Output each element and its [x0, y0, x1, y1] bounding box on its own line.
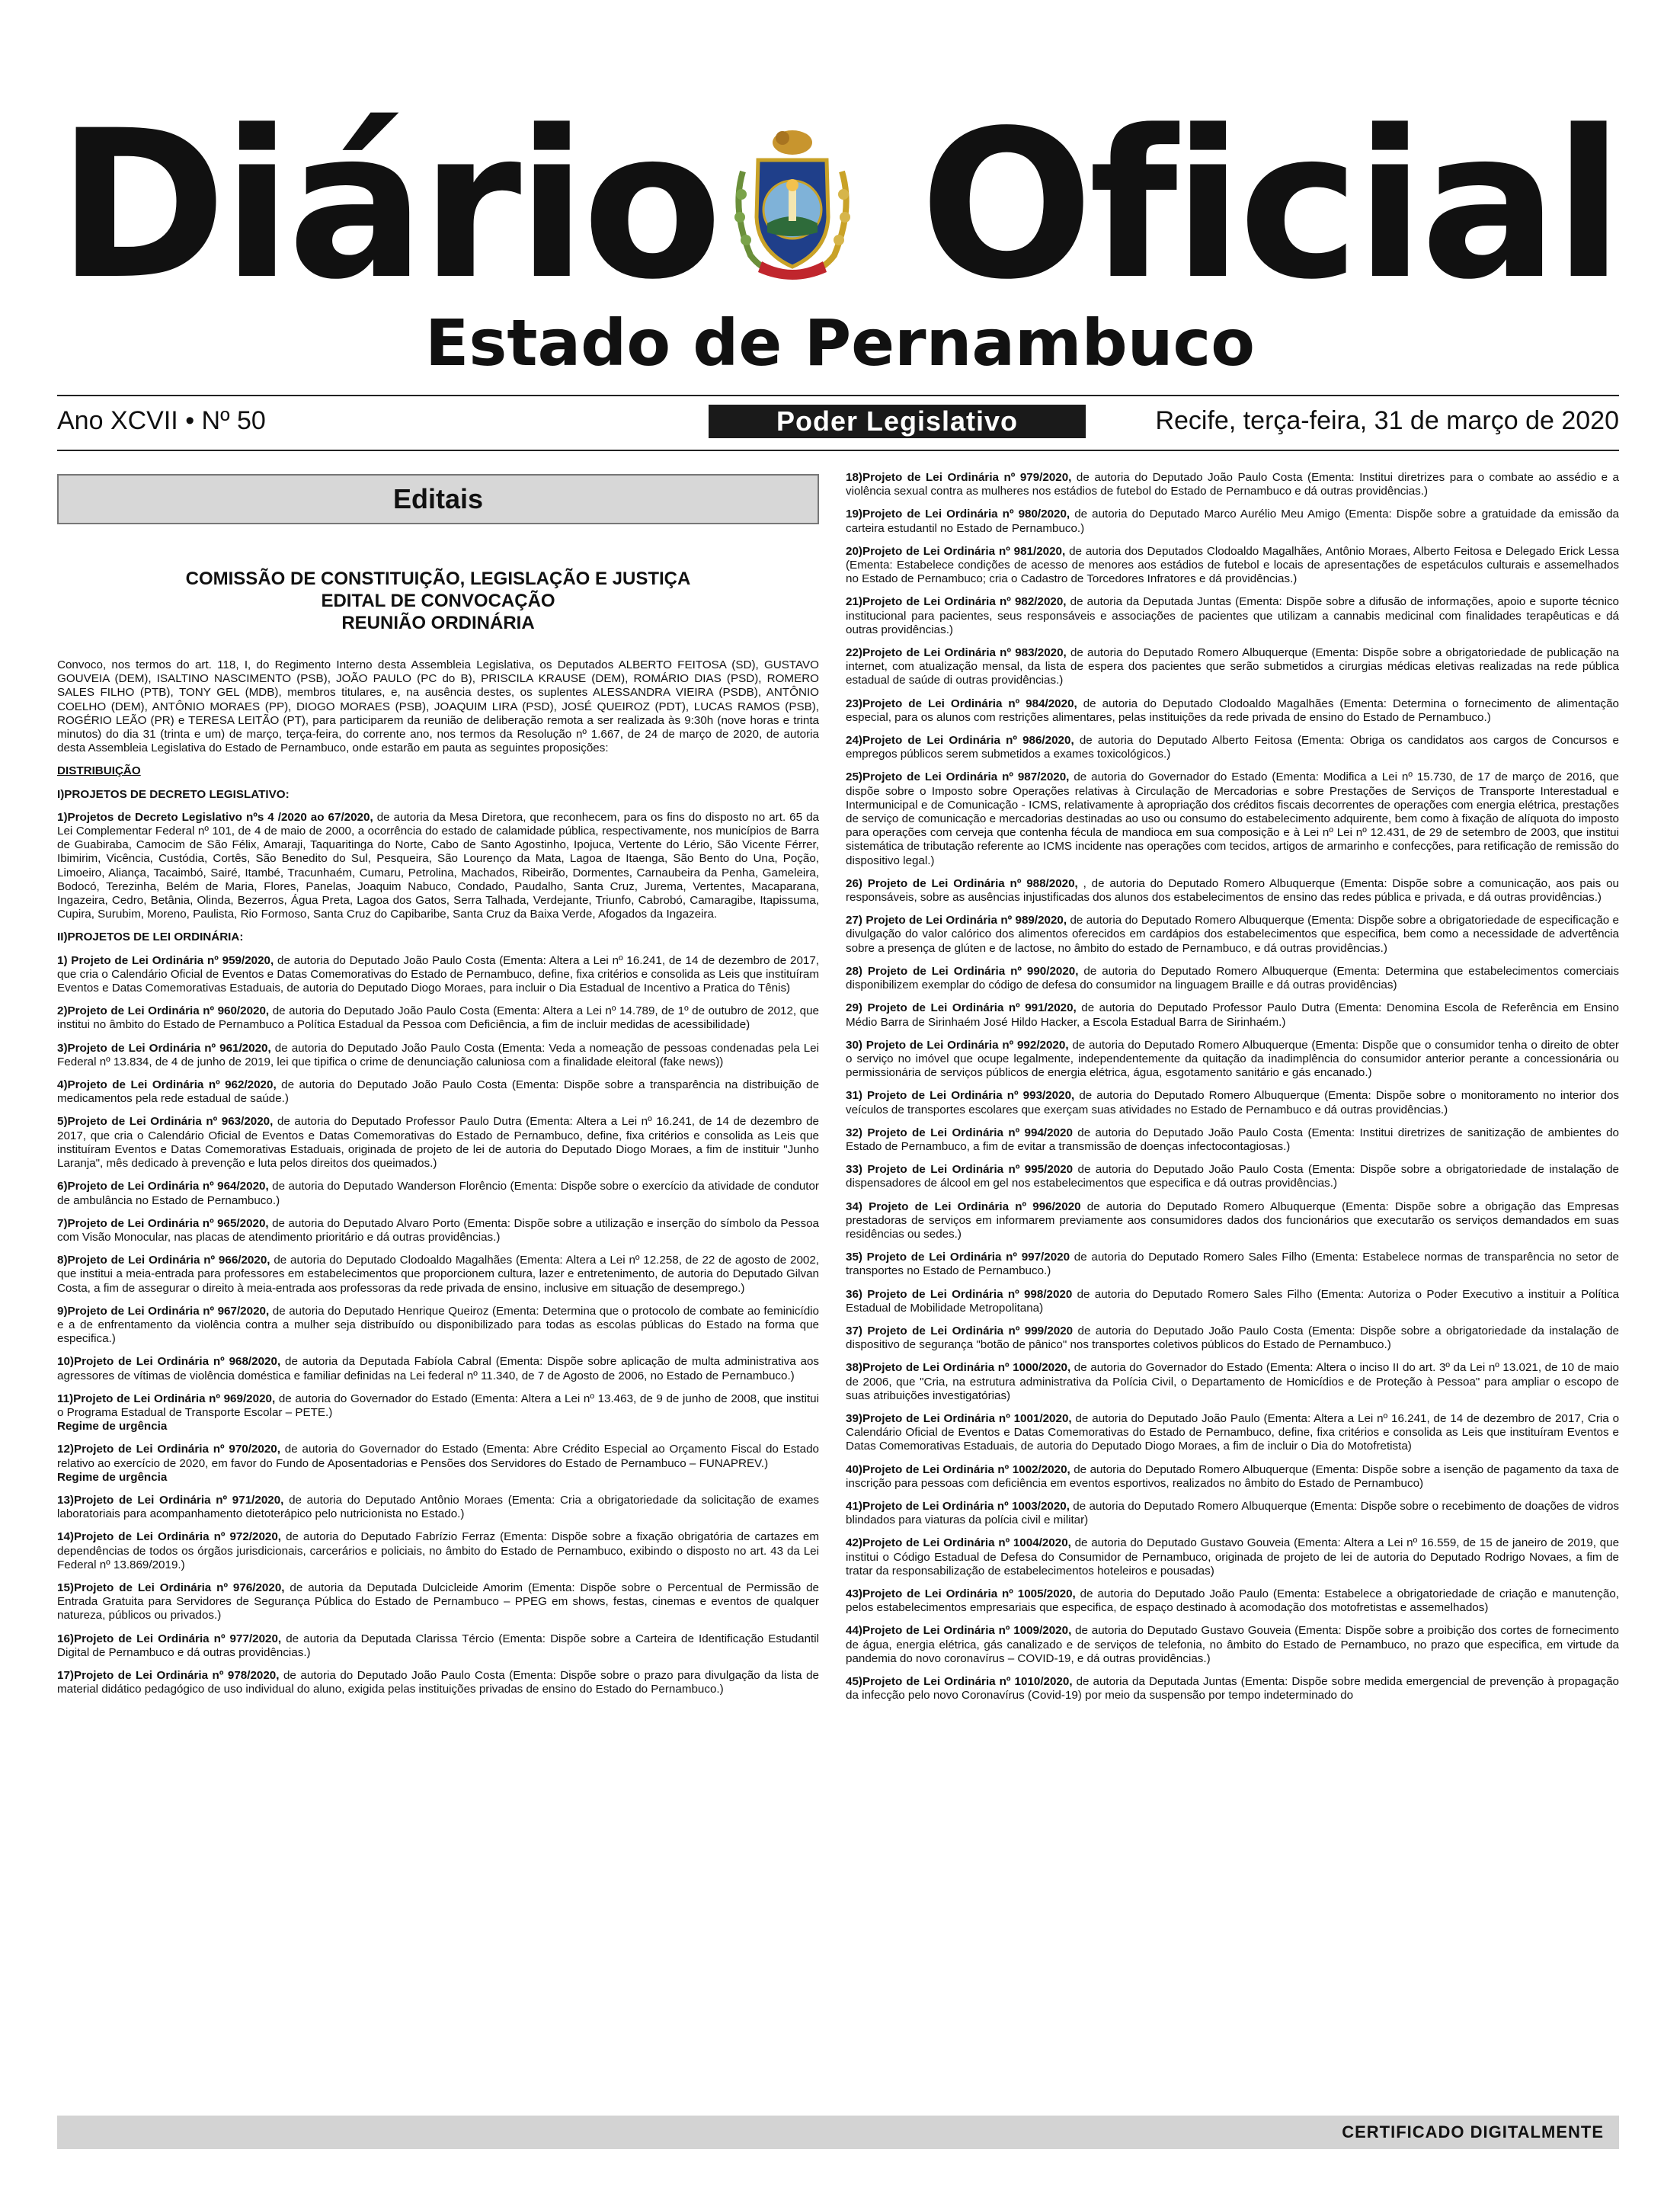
bill-item	[846, 1039, 1619, 1081]
bill-item	[846, 471, 1619, 498]
bill-title: 28) Projeto de Lei Ordinária nº 990/2020,	[846, 964, 1079, 978]
bill-title: 44)Projeto de Lei Ordinária nº 1009/2020,	[846, 1624, 1072, 1638]
bill-title: 1) Projeto de Lei Ordinária nº 959/2020,	[57, 953, 274, 967]
bill-title: 2)Projeto de Lei Ordinária nº 960/2020,	[57, 1004, 270, 1018]
bill-text: de autoria do Deputado Romero Albuquerque (Ementa: Determina que estabelecimentos comerciais disponibilizem exemplar do código de defesa do consumidor na linguagem Braille e dá outras providências)	[846, 964, 1619, 992]
bottom-divider	[57, 450, 1619, 451]
decree-item-text: de autoria da Mesa Diretora, que reconhecem, para os fins do disposto no art. 65 da Lei Complementar Federal nº 101, de 4 de maio de 2000, a ocorrência do estado de calamidade pública, respectivamente, nos municípios de Barra de Guabiraba, Camocim de São Félix, Amaraji, Taquaritinga do Norte, Cabo de Santo Agostinho, Ipojuca, Vertente do Lério, São Vicente Férrer, Ibimirim, Vicência, Custódia, Cortês, São Benedito do Sul, Pesqueira, São Lourenço da Mata, Lagoa de Itaenga, São Bento do Una, Poção, Limoeiro, Aliança, Tacaimbó, Sairé, Itambé, Tracunhaém, Cumaru, Petrolina, Machados, Ribeirão, Dormentes, Carnaubeira da Penha, Gameleira, Bodocó, Terezinha, Belém de Maria, Flores, Panelas, Joaquim Nabuco, Condado, Paudalho, Santa Cruz, Jurema, Vertentes, Macaparana, Ingazeira, Cedro, Betânia, Olinda, Bezerros, Água Preta, Lagoa dos Gatos, Serra Talhada, Verdejante, Triunfo, Cabrobó, Camaragibe, Itapissuma, Cupira, Surubim, Moreno, Paulista, Rio Formoso, Santa Cruz do Capibaribe, Santa Cruz da Baixa Verde, Afogados da Ingazeira.	[57, 810, 820, 921]
bill-text: de autoria do Deputado Wanderson Florêncio (Ementa: Dispõe sobre o exercício da atividade de condutor de ambulância no Estado de Pernambuco.)	[57, 1180, 819, 1207]
bill-text: de autoria do Deputado Clodoaldo Magalhães (Ementa: Determina o fornecimento de alimentação especial, para os alunos com restrições alimentares, pelas instituições da rede privada de ensino do Estado de Pernambuco.)	[846, 697, 1619, 724]
bill-title: 9)Projeto de Lei Ordinária nº 967/2020,	[57, 1304, 270, 1318]
bill-item	[57, 1004, 819, 1032]
bill-item	[846, 734, 1619, 761]
bill-list-right	[846, 471, 1619, 1703]
urgency-regime: Regime de urgência	[57, 1420, 168, 1433]
bill-item	[846, 545, 1619, 587]
bill-text: de autoria do Governador do Estado (Ementa: Abre Crédito Especial ao Orçamento Fiscal do Estado relativo ao exercício de 2020, em favor do Fundo de Aposentadorias e Pensões dos Servidores do Estado de Pernambuco – FUNAPREV.)	[57, 1443, 819, 1470]
bill-title: 16)Projeto de Lei Ordinária nº 977/2020,	[57, 1632, 282, 1645]
committee-heading	[57, 568, 819, 634]
bill-text: de autoria da Deputada Fabíola Cabral (Ementa: Dispõe sobre aplicação de multa administrativa aos agressores de vítimas de violência doméstica e familiar definidas na Lei federal nº 11.340, de 7 de Agosto de 2006, no Estado de Pernambuco.)	[57, 1355, 819, 1382]
bill-item	[846, 646, 1619, 688]
bill-title: 23)Projeto de Lei Ordinária nº 984/2020,	[846, 697, 1077, 710]
bill-text: de autoria do Deputado João Paulo Costa (Ementa: Dispõe sobre a obrigatoriedade da instalação de dispositivo de segurança "botão de pânico" nos transportes coletivos públicos do Estado de Pernambuco.)	[846, 1324, 1619, 1352]
bill-item	[57, 1305, 819, 1347]
bill-item	[57, 1042, 819, 1069]
bill-item	[846, 1500, 1619, 1527]
distribution-heading: DISTRIBUIÇÃO	[57, 764, 141, 778]
bill-item	[846, 1200, 1619, 1242]
bill-title: 41)Projeto de Lei Ordinária nº 1003/2020,	[846, 1499, 1070, 1513]
digital-certification-label: CERTIFICADO DIGITALMENTE	[1342, 2122, 1604, 2141]
bill-text: de autoria do Deputado Marco Aurélio Meu Amigo (Ementa: Dispõe sobre a gratuidade da emissão da carteira estudantil no Estado de Pernambuco.)	[846, 508, 1619, 535]
bill-item	[57, 1669, 819, 1696]
committee-name: COMISSÃO DE CONSTITUIÇÃO, LEGISLAÇÃO E JUSTIÇA	[185, 569, 691, 589]
bill-item	[57, 1355, 819, 1382]
bill-item	[846, 877, 1619, 905]
bill-text: de autoria do Deputado Alvaro Porto (Ementa: Dispõe sobre a utilização e inserção do símbolo da Pessoa com Visão Monocular, nas placas de atendimento prioritário e dá outras providências.)	[57, 1216, 819, 1244]
bill-item	[846, 508, 1619, 535]
bill-title: 13)Projeto de Lei Ordinária nº 971/2020,	[57, 1493, 284, 1507]
bill-item	[846, 1675, 1619, 1703]
bill-text: de autoria do Deputado João Paulo (Ementa: Altera a Lei nº 16.241, de 14 de dezembro de 2017, Cria o Calendário Oficial de Eventos e Datas Comemorativas do Estado de Pernambuco, define, fixa critérios e consolida as Leis que instituíram Eventos e Datas Comemorativas Estaduais, de autoria do Deputado Diogo Moraes, a fim de incluir o Dia do Motofretista)	[846, 1411, 1620, 1453]
bill-title: 29) Projeto de Lei Ordinária nº 991/2020,	[846, 1001, 1077, 1015]
masthead-title-diario: Diário	[57, 87, 718, 325]
bill-item	[846, 1536, 1619, 1578]
top-divider	[57, 395, 1619, 396]
bill-title: 12)Projeto de Lei Ordinária nº 970/2020,	[57, 1443, 280, 1456]
bill-title: 32) Projeto de Lei Ordinária nº 994/2020	[846, 1126, 1073, 1139]
notice-type: EDITAL DE CONVOCAÇÃO	[321, 591, 555, 611]
bill-item	[846, 1361, 1619, 1403]
bill-text: de autoria dos Deputados Clodoaldo Magalhães, Antônio Moraes, Alberto Feitosa e Delegado Erick Lessa (Ementa: Estabelece condições de acesso de menores aos estádios de futebol e locais de apresentações de espetáculos culturais e assemelhados no Estado de Pernambuco; cria o Cadastro de Torcedores Infratores e dá providências.)	[846, 544, 1619, 586]
bill-title: 27) Projeto de Lei Ordinária nº 989/2020,	[846, 914, 1067, 927]
bill-list-left	[57, 954, 819, 1697]
bill-text: de autoria do Deputado Romero Albuquerque (Ementa: Dispõe sobre a isenção de pagamento da taxa de inscrição para pessoas com deficiência em eventos esportivos, realizados no âmbito do Estado de Pernambuco)	[846, 1462, 1619, 1490]
bill-item	[57, 1632, 819, 1660]
bill-item	[846, 1001, 1619, 1029]
bill-item	[846, 1587, 1619, 1615]
bill-item	[57, 954, 819, 996]
bill-text: de autoria do Deputado Gustavo Gouveia (Ementa: Dispõe sobre a proibição dos cortes de fornecimento de água, energia elétrica, gás canalizado e de serviços de telefonia, no âmbito do Estado de Pernambuco, no prazo que especifica, em virtude da pandemia do novo coronavírus – COVID-19, e dá outras providências.)	[846, 1624, 1620, 1665]
bill-title: 14)Projeto de Lei Ordinária nº 972/2020,	[57, 1530, 282, 1544]
bill-text: de autoria da Deputada Clarissa Tércio (Ementa: Dispõe sobre a Carteira de Identificação Estudantil Digital de Pernambuco e dá outras providências.)	[57, 1632, 820, 1659]
bill-item	[57, 1254, 819, 1296]
bill-title: 33) Projeto de Lei Ordinária nº 995/2020	[846, 1163, 1074, 1177]
bill-text: de autoria do Deputado João Paulo Costa (Ementa: Dispõe sobre o prazo para divulgação da lista de material didático pedagógico de uso individual do aluno, exigida pelas instituições privadas de ensino do Estado do Pernambuco.)	[57, 1668, 819, 1696]
bill-text: de autoria do Deputado Romero Albuquerque (Ementa: Dispõe sobre a obrigatoriedade de especificação e divulgação do valor calórico dos alimentos oferecidos em cardápios dos estabelecimentos que especifica, bem como a necessidade de advertência sobre a presença de glúten e de lactose, no âmbito do estado de Pernambuco, e dá outras providências.)	[846, 914, 1620, 955]
bill-title: 21)Projeto de Lei Ordinária nº 982/2020,	[846, 595, 1067, 609]
bill-title: 11)Projeto de Lei Ordinária nº 969/2020,	[57, 1392, 276, 1405]
masthead-subtitle: Estado de Pernambuco	[424, 306, 1256, 380]
bill-title: 5)Projeto de Lei Ordinária nº 963/2020,	[57, 1115, 274, 1129]
edition-bar	[57, 400, 1619, 442]
bill-text: de autoria do Deputado Gustavo Gouveia (Ementa: Altera a Lei nº 16.559, de 15 de janeiro de 2019, que institui o Código Estadual de Defesa do Consumidor de Pernambuco, originada de projeto de lei de autoria do Deputado Rodrigo Novaes, a fim de tratar da responsabilização de estabelecimentos hoteleiros e pousadas)	[846, 1536, 1620, 1578]
bill-title: 8)Projeto de Lei Ordinária nº 966/2020,	[57, 1254, 270, 1267]
bill-title: 43)Projeto de Lei Ordinária nº 1005/2020,	[846, 1587, 1076, 1600]
bill-item	[846, 1126, 1619, 1154]
bill-text: de autoria do Deputado Romero Sales Filho (Ementa: Autoriza o Poder Executivo a instituir a Política Estadual de Mobilidade Metropolitana)	[846, 1287, 1619, 1315]
bill-text: de autoria do Deputado Fabrízio Ferraz (Ementa: Dispõe sobre a fixação obrigatória de cartazes em dependências de todos os órgãos jurisdicionais, carcerários e policiais, no âmbito do Estado de Pernambuco, exibindo o disposto no art. 43 da Lei Federal nº 13.869/2019.)	[57, 1530, 819, 1571]
bill-text: de autoria do Deputado João Paulo Costa (Ementa: Altera a Lei nº 16.241, de 14 de dezembro de 2017, que cria o Calendário Oficial de Eventos e Datas Comemorativas do Estado de Pernambuco, define, fixa critérios e consolida as Leis que instituíram Eventos e Datas Comemorativas Estaduais, de autoria do Deputado Diogo Moraes, para incluir o Dia Estadual de Incentivo a Pratica do Tênis)	[57, 953, 819, 995]
bill-text: de autoria do Deputado Professor Paulo Dutra (Ementa: Denomina Escola de Referência em Ensino Médio Barra de Sirinhaém José Hildo Hacker, a Escola Estadual Barra de Sirinhaém.)	[846, 1001, 1619, 1029]
decree-item-title: 1)Projetos de Decreto Legislativo nºs 4 /2020 ao 67/2020,	[57, 810, 373, 824]
bill-title: 4)Projeto de Lei Ordinária nº 962/2020,	[57, 1078, 277, 1092]
left-column	[57, 568, 819, 1706]
bill-title: 37) Projeto de Lei Ordinária nº 999/2020	[846, 1324, 1074, 1337]
footer-bar	[57, 2116, 1619, 2149]
bill-item	[57, 1494, 819, 1521]
bill-item	[57, 1217, 819, 1244]
intro-paragraph: Convoco, nos termos do art. 118, I, do Regimento Interno desta Assembleia Legislativa, os Deputados ALBERTO FEITOSA (SD), GUSTAVO GOUVEIA (DEM), ISALTINO NASCIMENTO (PSB), JOÃO PAULO (PC do B), PRISCILA KRAUSE (DEM), ROMÁRIO DIAS (PSD), ROMERO SALES FILHO (PTB), TONY GEL (MDB), membros titulares, e, na ausência destes, os suplentes ALESSANDRA VIEIRA (PSDB), ANTÔNIO COELHO (DEM), ANTÔNIO MORAES (PP), DIOGO MORAES (PSB), JOAQUIM LIRA (PSD), JOSÉ QUEIROZ (PDT), LUCAS RAMOS (PSB), ROGÉRIO LEÃO (PR) e TERESA LEITÃO (PT), para participarem da reunião de deliberação remota a ser realizada às 9:30h (nove horas e trinta minutos) do dia 31 (trinta e um) de março, terça-feira, do corrente ano, nos termos da Resolução nº 1.667, de 24 de março de 2020, de autoria desta Assembleia Legislativa do Estado de Pernambuco, onde estarão em pauta as seguintes proposições:	[57, 658, 819, 755]
bill-title: 18)Projeto de Lei Ordinária nº 979/2020,	[846, 471, 1072, 484]
bill-item	[846, 965, 1619, 992]
bill-text: de autoria do Deputado Romero Albuquerque (Ementa: Dispõe sobre a obrigação das Empresas prestadoras de serviços em informarem previamente aos consumidores dados dos funcionários que executarão os serviços demandados em suas residências ou sedes.)	[846, 1200, 1619, 1241]
bill-item	[57, 1392, 819, 1434]
bill-title: 36) Projeto de Lei Ordinária nº 998/2020	[846, 1287, 1073, 1301]
bill-title: 35) Projeto de Lei Ordinária nº 997/2020	[846, 1251, 1070, 1264]
bill-item	[846, 1288, 1619, 1315]
bill-item	[846, 1251, 1619, 1278]
right-column	[846, 471, 1619, 1712]
coat-of-arms-icon	[728, 126, 857, 286]
bill-title: 25)Projeto de Lei Ordinária nº 987/2020,	[846, 770, 1070, 784]
bill-title: 7)Projeto de Lei Ordinária nº 965/2020,	[57, 1216, 269, 1230]
bill-item	[57, 1443, 819, 1485]
bill-title: 39)Projeto de Lei Ordinária nº 1001/2020,	[846, 1411, 1072, 1425]
bill-item	[846, 1624, 1619, 1666]
decree-item	[57, 811, 819, 922]
bill-text: de autoria do Deputado João Paulo Costa (Ementa: Institui diretrizes de sanitização de ambientes do Estado de Pernambuco, a fim de evitar a transmissão de doenças infectocontagiosas.)	[846, 1126, 1619, 1153]
bill-text: de autoria do Deputado Antônio Moraes (Ementa: Cria a obrigatoriedade da solicitação de exames laboratoriais para acompanhamento dietoterápico pelo nutricionista no Estado.)	[57, 1493, 819, 1521]
meeting-type: REUNIÃO ORDINÁRIA	[341, 613, 535, 633]
bill-text: de autoria do Deputado Romero Albuquerque (Ementa: Dispõe sobre o monitoramento no interior dos veículos de transportes escolares que exerçam suas atividades no Estado de Pernambuco e dá outras providências.)	[846, 1089, 1619, 1116]
bill-item	[846, 1412, 1619, 1454]
bill-item	[846, 914, 1619, 956]
bill-item	[846, 1325, 1619, 1352]
bill-text: de autoria do Deputado Romero Sales Filho (Ementa: Estabelece normas de transparência no setor de transportes no Estado de Pernambuco.)	[846, 1251, 1619, 1278]
bill-text: , de autoria do Deputado Romero Albuquerque (Ementa: Dispõe sobre a comunicação, aos pais ou responsáveis, sobre as ausências injustificadas dos alunos dos estabelecimentos de ensino das redes pública e privada, e dá outras providências.)	[846, 876, 1619, 905]
bill-text: de autoria do Deputado João Paulo Costa (Ementa: Institui diretrizes para o combate ao assédio e a violência sexual contra as mulheres nos estádios de futebol do Estado de Pernambuco e dá outras providências.)	[846, 471, 1619, 498]
bill-title: 10)Projeto de Lei Ordinária nº 968/2020,	[57, 1355, 281, 1369]
bill-item	[57, 1530, 819, 1572]
bill-text: de autoria do Governador do Estado (Ementa: Altera o inciso II do art. 3º da Lei nº 13.021, de 10 de maio de 2006, que "Cria, na estrutura administrativa da Polícia Civil, o Departamento de Homicídios e de Proteção à Pessoa" para ampliar o escopo de suas atribuições investigatórias)	[846, 1361, 1620, 1402]
decree-projects-heading: I)PROJETOS DE DECRETO LEGISLATIVO:	[57, 787, 290, 801]
bill-item	[57, 1581, 819, 1623]
bill-text: de autoria do Deputado Clodoaldo Magalhães (Ementa: Altera a Lei nº 12.258, de 22 de agosto de 2002, que institui a meia-entrada para professores em estabelecimentos que proporcionem cultura, lazer e entretenimento, de autoria do Deputado Gilvan Costa, a fim de assegurar o direito à meia-entrada aos professoras da rede privada de ensino, inclusive em situação de desemprego.)	[57, 1254, 820, 1295]
bill-item	[57, 1180, 819, 1207]
bill-text: de autoria do Deputado Professor Paulo Dutra (Ementa: Altera a Lei nº 16.241, de 14 de dezembro de 2017, que cria o Calendário Oficial de Eventos e Datas Comemorativas do Estado de Pernambuco, define, fixa critérios e consolida as Leis que instituíram Eventos e Datas Comemorativas Estaduais, originada de projeto de lei de autoria do Deputado Diogo Moraes, a fim de instituir "Junho Laranja", mês dedicado à prevenção e luta pelos direitos dos queimados.)	[57, 1115, 819, 1171]
bill-title: 38)Projeto de Lei Ordinária nº 1000/2020,	[846, 1361, 1071, 1375]
publication-date: Recife, terça-feira, 31 de março de 2020	[1155, 406, 1619, 435]
bill-title: 19)Projeto de Lei Ordinária nº 980/2020,	[846, 508, 1070, 521]
ordinary-bills-heading: II)PROJETOS DE LEI ORDINÁRIA:	[57, 931, 244, 944]
bill-text: de autoria do Deputado Romero Albuquerque (Ementa: Dispõe que o consumidor tenha o direito de obter o serviço no imóvel que ocupe legalmente, independentemente da quitação da inadimplência do consumidor anterior perante a concessionária ou permissionária de serviços públicos de energia elétrica, água, esgotamento sanitário e gás encanado.)	[846, 1038, 1619, 1080]
section-label: Poder Legislativo	[709, 405, 1086, 438]
bill-text: de autoria da Deputada Juntas (Ementa: Dispõe sobre medida emergencial de prevenção à propagação da infecção pelo novo Coronavírus (Covid-19) por meio da suspensão por tempo indeterminado do	[846, 1675, 1620, 1703]
bill-title: 30) Projeto de Lei Ordinária nº 992/2020,	[846, 1038, 1069, 1052]
bill-text: de autoria do Deputado Romero Albuquerque (Ementa: Dispõe sobre o recebimento de doações de vidros blindados para viaturas da polícia civil e militar)	[846, 1499, 1620, 1527]
urgency-regime: Regime de urgência	[57, 1470, 168, 1484]
bill-title: 40)Projeto de Lei Ordinária nº 1002/2020,	[846, 1462, 1070, 1476]
bill-item	[846, 697, 1619, 725]
masthead-title-oficial: Oficial	[920, 87, 1619, 325]
bill-item	[846, 770, 1619, 867]
bill-title: 26) Projeto de Lei Ordinária nº 988/2020,	[846, 876, 1078, 890]
bill-title: 31) Projeto de Lei Ordinária nº 993/2020,	[846, 1089, 1075, 1103]
bill-title: 24)Projeto de Lei Ordinária nº 986/2020,	[846, 734, 1074, 748]
bill-text: de autoria do Deputado Romero Albuquerque (Ementa: Dispõe sobre a obrigatoriedade de publicação na internet, com atualização mensal, da lista de espera dos pacientes que serão submetidos a cirurgias médicas eletivas realizadas na rede pública estadual de saúde di outras providências.)	[846, 646, 1619, 687]
bill-text: de autoria do Deputado João Paulo Costa (Ementa: Dispõe sobre a transparência na distribuição de medicamentos pela rede estadual de saúde.)	[57, 1078, 820, 1106]
bill-item	[846, 1163, 1619, 1190]
section-title: Editais	[57, 474, 819, 524]
bill-text: de autoria do Deputado João Paulo Costa (Ementa: Veda a nomeação de pessoas condenadas pela Lei Federal nº 13.834, de 4 de junho de 2019, lei que tipifica o crime de denunciação caluniosa com a finalidade eleitoral (fake news))	[57, 1041, 819, 1068]
bill-item	[57, 1078, 819, 1106]
bill-text: de autoria do Governador do Estado (Ementa: Altera a Lei nº 13.463, de 9 de junho de 2008, que institui o Programa Estadual de Transporte Escolar – PETE.)	[57, 1392, 819, 1419]
bill-title: 3)Projeto de Lei Ordinária nº 961/2020,	[57, 1041, 271, 1055]
bill-item	[846, 1089, 1619, 1116]
bill-text: de autoria do Deputado João Paulo Costa (Ementa: Altera a Lei nº 14.789, de 1º de outubro de 2012, que institui no âmbito do Estado de Pernambuco a Política Estadual da Pessoa com Deficiência, a fim de incluir medidas de acessibilidade)	[57, 1004, 819, 1032]
bill-title: 15)Projeto de Lei Ordinária nº 976/2020,	[57, 1581, 285, 1594]
bill-title: 22)Projeto de Lei Ordinária nº 983/2020,	[846, 646, 1067, 660]
edition-number: Ano XCVII • Nº 50	[57, 406, 266, 435]
bill-text: de autoria do Deputado Alberto Feitosa (Ementa: Obriga os candidatos aos cargos de Concursos e empregos públicos serem submetidos a exames toxicológicos.)	[846, 734, 1619, 761]
bill-text: de autoria do Deputado João Paulo Costa (Ementa: Dispõe sobre a obrigatoriedade de instalação de dispensadores de álcool em gel nos estabelecimentos que especifica e dá outras providências.)	[846, 1163, 1619, 1190]
bill-title: 45)Projeto de Lei Ordinária nº 1010/2020,	[846, 1675, 1073, 1689]
bill-title: 20)Projeto de Lei Ordinária nº 981/2020,	[846, 544, 1066, 558]
bill-item	[57, 1115, 819, 1171]
bill-text: de autoria do Governador do Estado (Ementa: Modifica a Lei nº 15.730, de 17 de março de 2016, que dispõe sobre o Imposto sobre Operações relativas à Circulação de Mercadorias e sobre Prestações de Serviços de Transporte Interestadual e Intermunicipal e de Comunicação - ICMS, relativamente à apropriação dos créditos fiscais decorrentes de operações com energia elétrica, prestações de serviço de comunicação e mercadorias destinadas ao uso ou consumo do estabelecimento adquirente, bem como à fixação de alíquota do imposto para operações com cerveja que contenha fécula de mandioca em sua composição e à Lei nº Lei nº 12.431, de 29 de setembro de 2003, que institui sistemática de tributação referente ao ICMS incidente nas operações com tecidos, artigos de armarinho e confecções, para retificação de remissão do dispositivo legal.)	[846, 770, 1619, 867]
bill-item	[846, 1463, 1619, 1491]
bill-title: 17)Projeto de Lei Ordinária nº 978/2020,	[57, 1668, 280, 1682]
bill-text: de autoria da Deputada Juntas (Ementa: Dispõe sobre a difusão de informações, apoio e suporte técnico institucional para pacientes, seus responsáveis e associações de pacientes que utilizam a cannabis medicinal com finalidades terapêuticas e dá outras providências.)	[846, 595, 1619, 636]
bill-title: 6)Projeto de Lei Ordinária nº 964/2020,	[57, 1180, 269, 1193]
bill-text: de autoria do Deputado João Paulo (Ementa: Estabelece a obrigatoriedade de criação e manutenção, pelos estabelecimentos empresariais que especifica, de espaço destinado à acomodação dos motofretistas e assemelhados)	[846, 1587, 1620, 1615]
bill-title: 42)Projeto de Lei Ordinária nº 1004/2020,	[846, 1536, 1071, 1550]
bill-text: de autoria da Deputada Dulcicleide Amorim (Ementa: Dispõe sobre o Percentual de Permissão de Entrada Gratuita para Servidores de Segurança Pública do Estado de Pernambuco – PPEG em shows, festas, cinemas e eventos de qualquer natureza, públicos ou privados.)	[57, 1581, 819, 1622]
bill-text: de autoria do Deputado Henrique Queiroz (Ementa: Determina que o protocolo de combate ao feminicídio e a de enfrentamento da violência contra a mulher seja distribuído ou disponibilizado para todas as escolas públicas do Estado na forma que especifica.)	[57, 1304, 820, 1346]
bill-item	[846, 595, 1619, 637]
bill-title: 34) Projeto de Lei Ordinária nº 996/2020	[846, 1200, 1081, 1213]
